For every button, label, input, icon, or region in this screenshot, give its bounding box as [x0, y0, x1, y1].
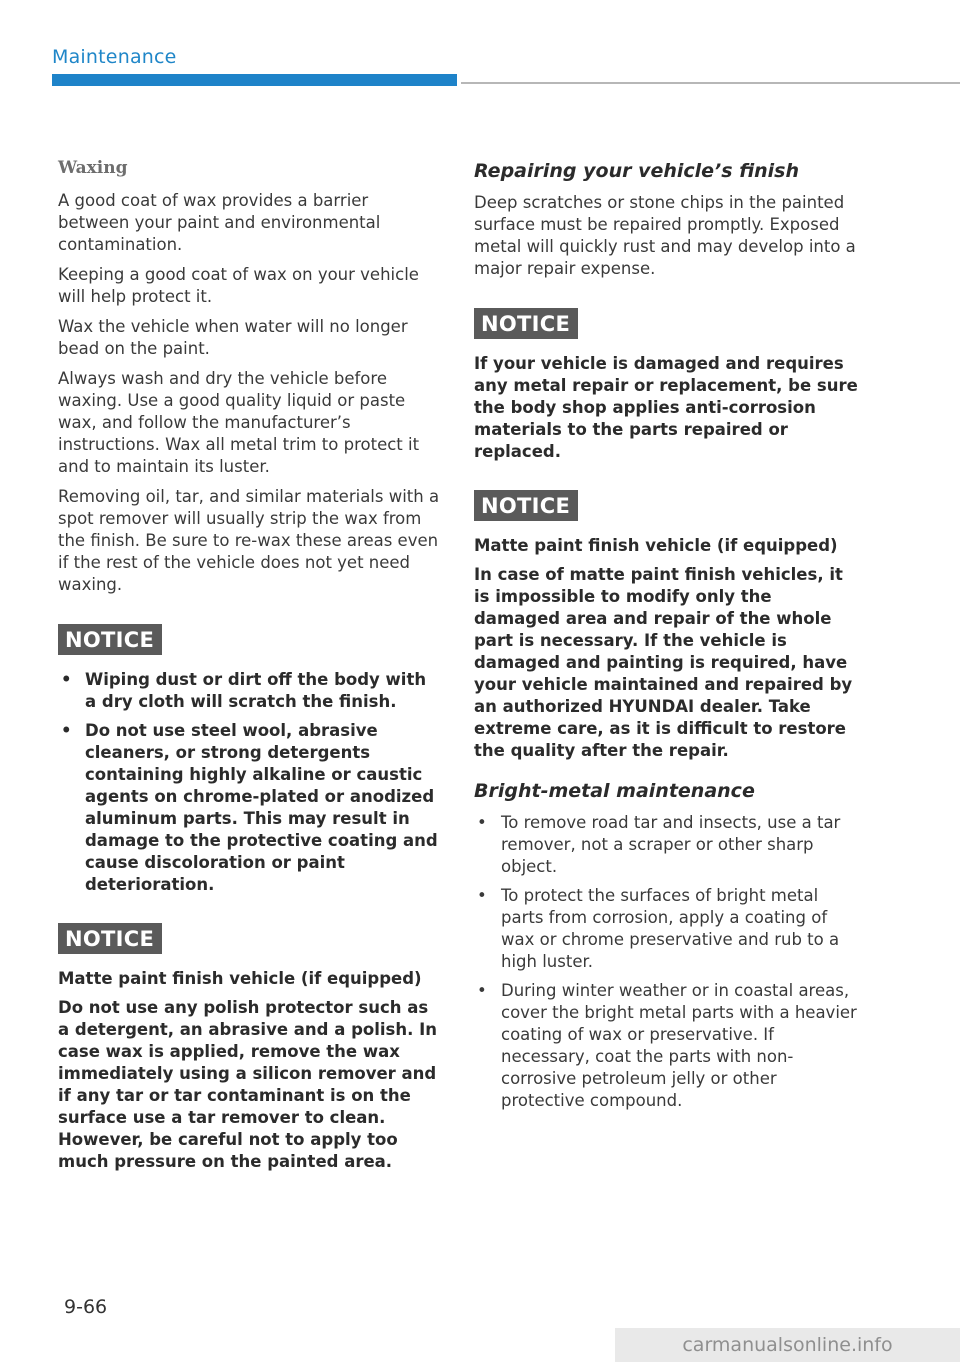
waxing-heading: Waxing — [58, 158, 128, 178]
waxing-para-5: Removing oil, tar, and similar materials with a spot remover will usually strip the wax from the finish. Be sure to re-wax these areas even if the rest of the vehicle does not yet need waxing. — [58, 487, 440, 594]
notice-label-2: NOTICE — [58, 923, 162, 954]
page-number: 9-66 — [64, 1296, 108, 1318]
notice-label-3: NOTICE — [474, 308, 578, 339]
notice-1-list — [58, 669, 440, 896]
list-item: • During winter weather or in coastal areas, cover the bright metal parts with a heavier coating of wax or preservative. If necessary, coat the parts with non-corrosive petroleum jelly or other protective compound. — [474, 980, 858, 1112]
waxing-para-2: Keeping a good coat of wax on your vehicle will help protect it. — [58, 265, 419, 306]
notice-3-text: If your vehicle is damaged and requires any metal repair or replacement, be sure the body shop applies anti-corrosion materials to the parts repaired or replaced. — [474, 354, 858, 461]
bright-heading: Bright-metal maintenance — [474, 780, 755, 802]
header-rule-thin — [461, 82, 960, 84]
header-rule-thick — [52, 74, 457, 86]
right-column — [474, 160, 858, 1119]
waxing-para-4: Always wash and dry the vehicle before waxing. Use a good quality liquid or paste wax, and follow the manufacturer’s instructions. Wax all metal trim to protect it and to maintain its luster. — [58, 369, 420, 476]
notice-4-title: Matte paint finish vehicle (if equipped) — [474, 536, 838, 555]
watermark: carmanualsonline.info — [615, 1328, 960, 1362]
list-item: • Do not use steel wool, abrasive cleaners, or strong detergents containing highly alkaline or caustic agents on chrome-plated or anodized aluminum parts. This may result in damage to the protective coating and cause discoloration or paint deterioration. — [58, 720, 440, 896]
list-item: • To remove road tar and insects, use a tar remover, not a scraper or other sharp object. — [474, 812, 858, 878]
repair-heading: Repairing your vehicle’s finish — [474, 160, 800, 182]
notice-2-text: Do not use any polish protector such as a detergent, an abrasive and a polish. In case wax is applied, remove the wax immediately using a silicon remover and if any tar or tar contaminant is on the surface use a tar remover to clean. However, be careful not to apply too much pressure on the painted area. — [58, 998, 437, 1171]
notice-4-text: In case of matte paint finish vehicles, it is impossible to modify only the damaged area and repair of the whole part is necessary. If the vehicle is damaged and painting is required, have your vehicle maintained and repaired by an authorized HYUNDAI dealer. Take extreme care, as it is difficult to restore the quality after the repair. — [474, 565, 853, 760]
notice-label-1: NOTICE — [58, 624, 162, 655]
bright-list — [474, 812, 858, 1112]
notice-2-title: Matte paint finish vehicle (if equipped) — [58, 969, 422, 988]
list-item: • To protect the surfaces of bright metal parts from corrosion, apply a coating of wax or chrome preservative and rub to a high luster. — [474, 885, 858, 973]
repair-text: Deep scratches or stone chips in the painted surface must be repaired promptly. Exposed metal will quickly rust and may develop into a major repair expense. — [474, 193, 856, 278]
waxing-para-3: Wax the vehicle when water will no longer bead on the paint. — [58, 317, 408, 358]
notice-label-4: NOTICE — [474, 490, 578, 521]
left-column — [58, 158, 440, 1180]
section-title: Maintenance — [52, 46, 177, 68]
list-item: • Wiping dust or dirt off the body with a dry cloth will scratch the finish. — [58, 669, 440, 713]
waxing-para-1: A good coat of wax provides a barrier between your paint and environmental contamination. — [58, 191, 381, 254]
